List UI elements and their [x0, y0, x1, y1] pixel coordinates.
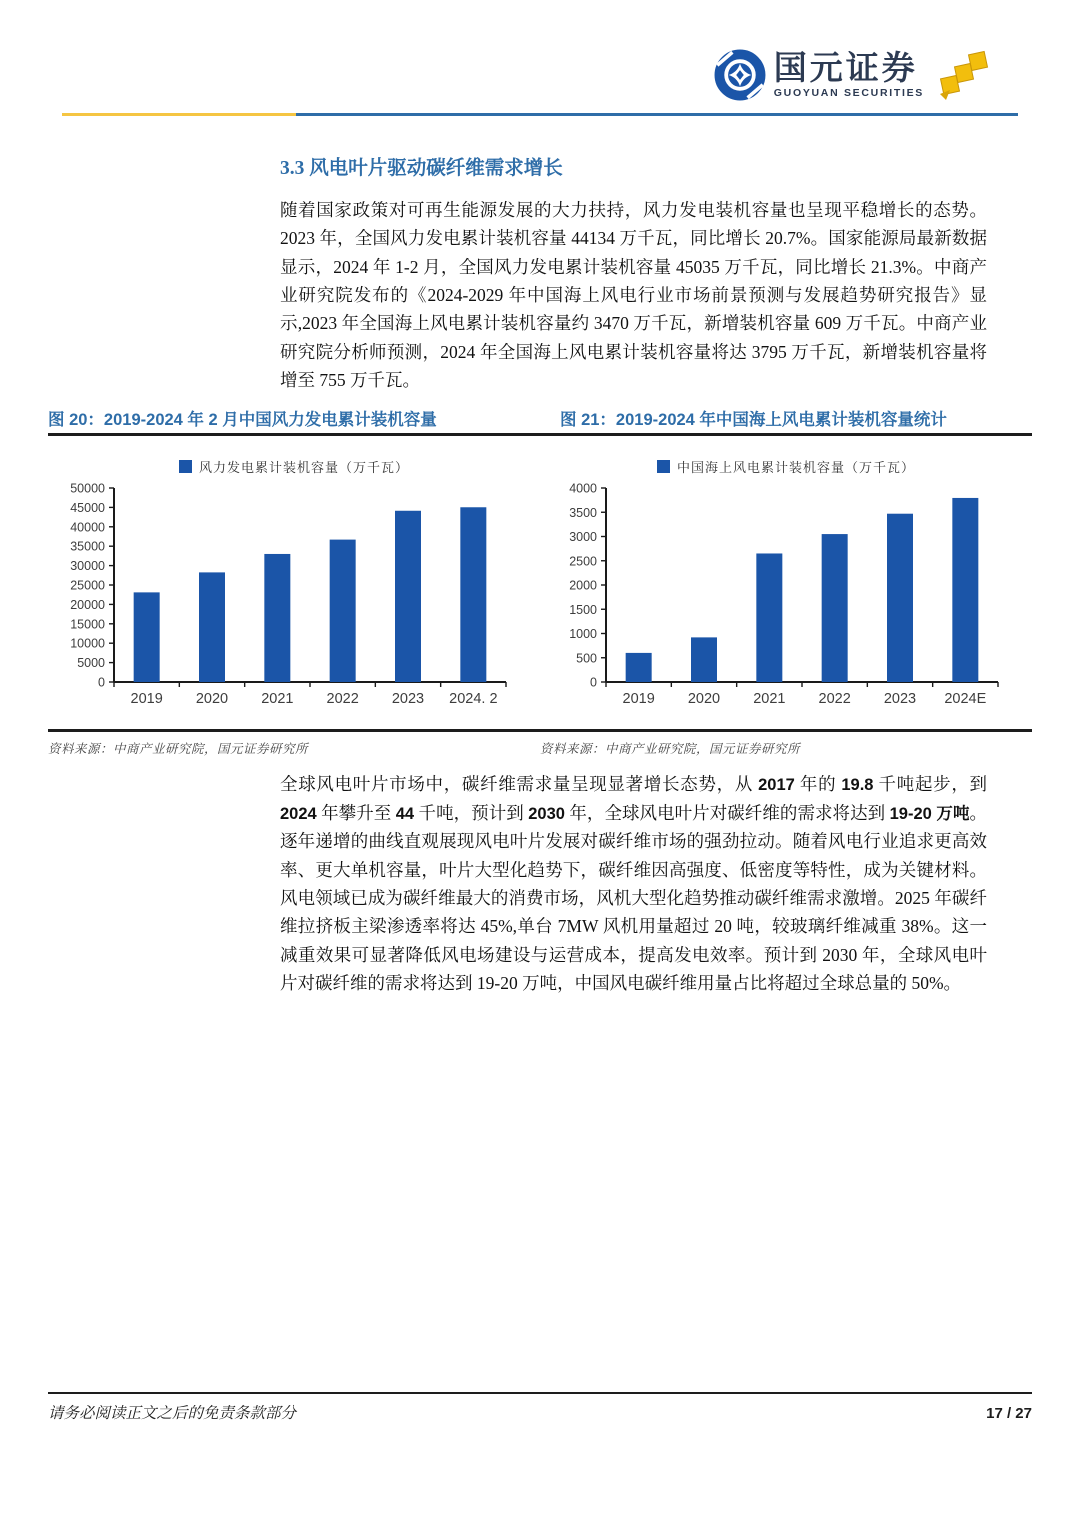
header-rule-yellow [62, 113, 296, 116]
body-paragraph-2: 全球风电叶片市场中，碳纤维需求量呈现显著增长态势，从 2017 年的 19.8 千吨起步，到 2024 年攀升至 44 千吨，预计到 2030 年，全球风电叶片对碳纤维的需求将达到 19-20 万吨。逐年递增的曲线直观展现风电叶片发展对碳纤维市场的强劲拉动。随着风电行业追求更高效率、更大单机容量，叶片大型化趋势下，碳纤维因高强度、低密度等特性，成为关键材料。风电领域已成为碳纤维最大的消费市场，风机大型化趋势推动碳纤维需求激增。2025 年碳纤维拉挤板主梁渗透率将达 45%,单台 7MW 风机用量超过 20 吨，较玻璃纤维减重 38%。这一减重效果可显著降低风电场建设与运营成本，提高发电效率。预计到 2030 年，全球风电叶片对碳纤维的需求将达到 19-20 万吨，中国风电碳纤维用量占比将超过全球总量的 50%。 [280, 774, 988, 994]
svg-text:500: 500 [576, 651, 597, 666]
footer [48, 1401, 1032, 1423]
svg-text:2023: 2023 [883, 691, 917, 707]
svg-text:2022: 2022 [326, 691, 359, 707]
brand-diamonds-icon [934, 50, 992, 109]
brand-name-en: GUOYUAN SECURITIES [773, 86, 924, 99]
svg-text:2019: 2019 [622, 691, 655, 707]
legend-swatch-icon [179, 460, 192, 473]
svg-text:2500: 2500 [569, 554, 597, 569]
legend-swatch-icon [657, 460, 670, 473]
svg-text:45000: 45000 [70, 500, 105, 515]
svg-text:2021: 2021 [261, 691, 294, 707]
svg-text:30000: 30000 [70, 559, 105, 574]
svg-text:2020: 2020 [195, 691, 229, 707]
legend-label: 风力发电累计装机容量（万千瓦） [198, 459, 409, 475]
svg-text:50000: 50000 [70, 481, 105, 496]
svg-text:20000: 20000 [70, 597, 105, 612]
brand-logo [714, 40, 992, 109]
svg-text:3500: 3500 [569, 505, 597, 520]
charts-row [48, 446, 1032, 710]
figure-top-rule [48, 433, 1032, 436]
figure-20-source: 资料来源：中商产业研究院，国元证券研究所 [48, 742, 309, 756]
chart-legend [48, 456, 540, 476]
svg-text:35000: 35000 [70, 539, 105, 554]
legend-label: 中国海上风电累计装机容量（万千瓦） [676, 459, 915, 475]
svg-text:10000: 10000 [70, 636, 105, 651]
sources-row [48, 739, 1032, 758]
offshore-wind-bars [540, 476, 1032, 710]
figure-20-title: 图 20：2019-2024 年 2 月中国风力发电累计装机容量 [48, 411, 437, 429]
footer-disclaimer: 请务必阅读正文之后的免责条款部分 [48, 1405, 297, 1422]
svg-text:2019: 2019 [130, 691, 163, 707]
svg-text:2023: 2023 [391, 691, 425, 707]
svg-text:0: 0 [590, 675, 597, 690]
svg-text:1000: 1000 [569, 627, 597, 641]
footer-rule [48, 1392, 1032, 1394]
figure-21-title: 图 21：2019-2024 年中国海上风电累计装机容量统计 [560, 411, 947, 429]
svg-text:2022: 2022 [818, 691, 851, 707]
section-heading: 3.3 风电叶片驱动碳纤维需求增长 [280, 158, 563, 179]
svg-text:4000: 4000 [569, 481, 597, 496]
figure-titles-row [48, 406, 1032, 430]
svg-text:2024. 2: 2024. 2 [449, 691, 498, 707]
svg-text:0: 0 [98, 675, 105, 690]
wind-capacity-bars [48, 476, 540, 710]
svg-text:2020: 2020 [687, 691, 721, 707]
figure-21-source: 资料来源：中商产业研究院，国元证券研究所 [540, 742, 801, 756]
svg-text:3000: 3000 [569, 530, 597, 544]
svg-text:2021: 2021 [753, 691, 786, 707]
svg-text:1500: 1500 [569, 602, 597, 617]
svg-text:2024E: 2024E [944, 691, 987, 707]
svg-text:15000: 15000 [70, 617, 105, 632]
chart-legend [540, 456, 1032, 476]
svg-text:40000: 40000 [70, 520, 105, 535]
page-number: 17 / 27 [986, 1405, 1032, 1422]
guoyuan-logo-icon [714, 49, 766, 101]
header-rule [62, 113, 1018, 116]
header-rule-blue [296, 113, 1018, 116]
brand-text [773, 48, 924, 99]
brand-name-cn: 国元证券 [773, 48, 918, 86]
offshore-wind-chart [540, 446, 1032, 710]
svg-text:25000: 25000 [70, 578, 105, 593]
wind-capacity-chart [48, 446, 540, 710]
svg-text:5000: 5000 [77, 656, 105, 671]
svg-text:2000: 2000 [569, 578, 597, 593]
figure-bottom-rule [48, 729, 1032, 732]
body-paragraph-1: 随着国家政策对可再生能源发展的大力扶持，风力发电装机容量也呈现平稳增长的态势。2023 年，全国风力发电累计装机容量 44134 万千瓦，同比增长 20.7%。国家能源局最新数据显示，2024 年 1-2 月，全国风力发电累计装机容量 45035 万千瓦，同比增长 21.3%。中商产业研究院发布的《2024-2029 年中国海上风电行业市场前景预测与发展趋势研究报告》显示,2023 年全国海上风电累计装机容量约 3470 万千瓦，新增装机容量 609 万千瓦。中商产业研究院分析师预测，2024 年全国海上风电累计装机容量将达 3795 万千瓦，新增装机容量将增至 755 万千瓦。 [280, 200, 987, 391]
